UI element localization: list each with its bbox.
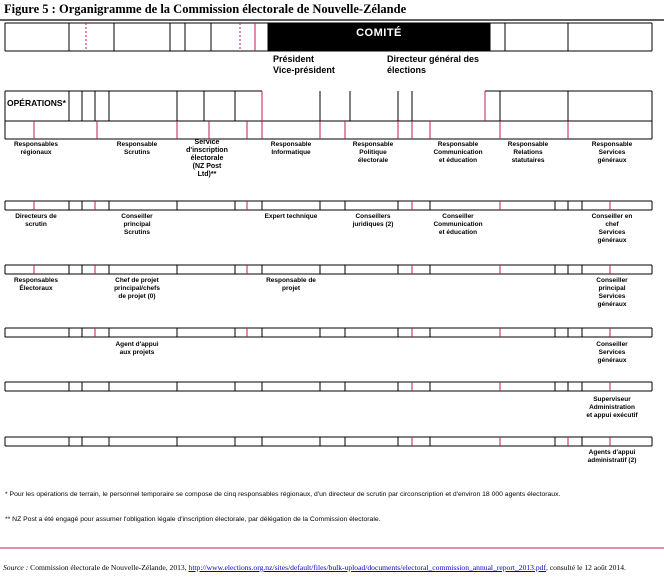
source-text: Commission électorale de Nouvelle-Zélande, 2013, xyxy=(28,563,189,572)
chef-de-projet-principal: Chef de projet principal/chefs de projet (0) xyxy=(114,277,160,300)
footnote-operations: * Pour les opérations de terrain, le personnel temporaire se compose de cinq responsables régionaux, d'un directeur de scrutin par circonscription et d'environ 18 000 agents électoraux. xyxy=(5,491,561,498)
comite-label: COMITÉ xyxy=(356,27,402,39)
responsables-electoraux: Responsables Électoraux xyxy=(13,277,59,292)
expert-technique: Expert technique xyxy=(264,213,318,220)
conseiller-communication-education: Conseiller Communication et éducation xyxy=(433,213,483,236)
conseiller-en-chef-services-generaux: Conseiller en chef Services généraux xyxy=(591,213,633,244)
responsable-informatique: Responsable Informatique xyxy=(270,141,312,156)
operations-label: OPÉRATIONS* xyxy=(7,98,66,108)
responsable-scrutins: Responsable Scrutins xyxy=(116,141,158,156)
responsable-de-projet: Responsable de projet xyxy=(266,277,316,292)
agents-appui-administratif: Agents d'appui administratif (2) xyxy=(587,449,637,464)
agent-appui-aux-projets: Agent d'appui aux projets xyxy=(115,341,159,356)
figure-title: Figure 5 : Organigramme de la Commission électorale de Nouvelle-Zélande xyxy=(4,2,407,16)
source-line xyxy=(3,563,626,572)
directeur-general-label: Directeur général des élections xyxy=(387,54,480,75)
conseiller-services-generaux: Conseiller Services généraux xyxy=(596,341,628,364)
responsable-relations-statutaires: Responsable Relations statutaires xyxy=(507,141,549,164)
responsable-communication-education: Responsable Communication et éducation xyxy=(433,141,483,164)
superviseur-administration: Superviseur Administration et appui exécutif xyxy=(586,396,638,419)
responsable-services-generaux: Responsable Services généraux xyxy=(591,141,633,164)
conseiller-principal-services-generaux: Conseiller principal Services généraux xyxy=(596,277,628,308)
conseiller-principal-scrutins: Conseiller principal Scrutins xyxy=(121,213,153,236)
conseillers-juridiques: Conseillers juridiques (2) xyxy=(352,213,394,228)
responsable-politique-electorale: Responsable Politique électorale xyxy=(352,141,394,164)
source-suffix: , consulté le 12 août 2014. xyxy=(545,563,626,572)
president-label: Président Vice-président xyxy=(273,54,335,75)
source-link[interactable]: http://www.elections.org.nz/sites/default/files/bulk-upload/documents/electoral_commission_annual_report_2013.pdf xyxy=(188,563,546,572)
footnote-nz-post: ** NZ Post a été engagé pour assumer l'obligation légale d'inscription électorale, par délégation de la Commission électorale. xyxy=(5,516,381,523)
source-prefix: Source : xyxy=(3,563,29,572)
service-inscription-electorale: Service d'inscription électorale (NZ Post Ltd)** xyxy=(186,139,228,178)
responsables-regionaux: Responsables régionaux xyxy=(13,141,59,156)
directeurs-de-scrutin: Directeurs de scrutin xyxy=(15,213,57,228)
